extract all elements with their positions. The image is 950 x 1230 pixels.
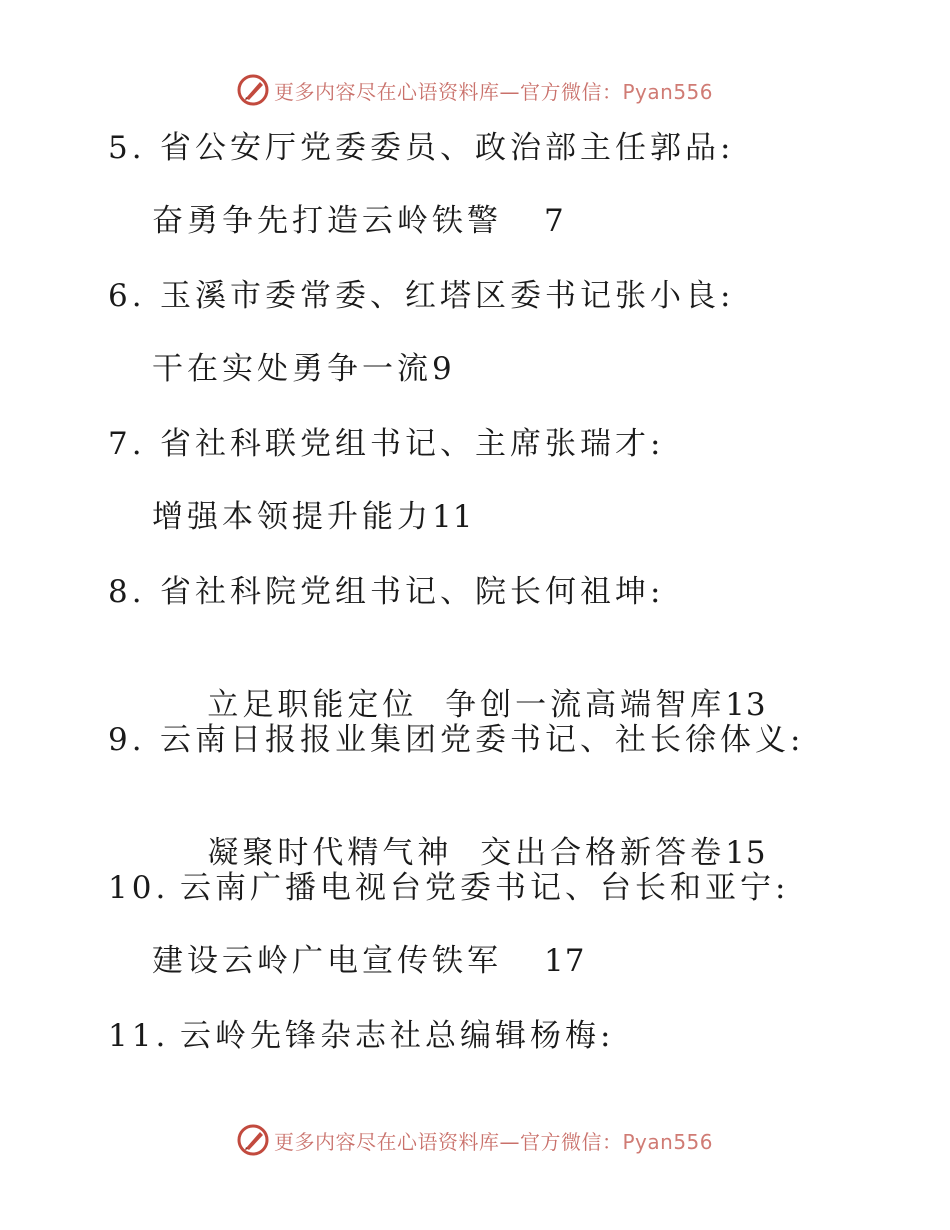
toc-entry-title: 奋勇争先打造云岭铁警 [152, 203, 502, 239]
toc-entry-title-line [152, 497, 473, 537]
toc-entry-page: 17 [544, 943, 586, 979]
toc-entry-heading-text: 省公安厅党委委员、政治部主任郭品: [160, 130, 735, 166]
toc-entry-heading-text: 云南广播电视台党委书记、台长和亚宁: [180, 870, 790, 906]
toc-entry-page: 13 [725, 687, 767, 723]
toc-entry-page: 7 [544, 203, 565, 239]
toc-entry-heading-text: 云岭先锋杂志社总编辑杨梅: [180, 1018, 615, 1054]
toc-entry-heading [108, 424, 664, 464]
toc-entry-title: 增强本领提升能力 [152, 499, 432, 535]
toc-entry-heading [108, 276, 734, 316]
toc-entry-heading-text: 云南日报报业集团党委书记、社长徐体义: [160, 722, 805, 758]
toc-entry-number: 5. [108, 130, 146, 166]
toc-entry-title-line [152, 201, 565, 241]
toc-entry-number: 11. [108, 1018, 170, 1054]
toc-entry-title: 建设云岭广电宣传铁军 [152, 943, 502, 979]
watermark-wechat-id: Pyan556 [622, 1129, 714, 1154]
watermark-text: 更多内容尽在心语资料库—官方微信：Pyan556 [274, 79, 714, 104]
toc-entry-heading [108, 720, 804, 760]
toc-entry-title-line [152, 349, 453, 389]
watermark-footer [236, 1122, 713, 1158]
watermark-wechat-id: Pyan556 [622, 79, 714, 104]
toc-entry-title-line [152, 941, 585, 981]
toc-entry-number: 7. [108, 426, 146, 462]
toc-entry-number: 10. [108, 870, 170, 906]
toc-entry-number: 6. [108, 278, 146, 314]
toc-entry-number: 9. [108, 722, 146, 758]
toc-entry-heading-text: 省社科院党组书记、院长何祖坤: [160, 574, 665, 610]
toc-entry-title: 干在实处勇争一流 [152, 351, 432, 387]
toc-entry-heading-text: 省社科联党组书记、主席张瑞才: [160, 426, 665, 462]
toc-entry-number: 8. [108, 574, 146, 610]
toc-entry-page: 15 [725, 835, 767, 871]
toc-entry-heading [108, 572, 664, 612]
quill-pen-seal-icon [236, 1123, 270, 1157]
toc-entry-heading-text: 玉溪市委常委、红塔区委书记张小良: [160, 278, 735, 314]
toc-entry-title: 立足职能定位 争创一流高端智库 [207, 687, 726, 723]
toc-entry-heading [108, 1016, 614, 1056]
toc-entry-heading [108, 868, 789, 908]
toc-entry-page: 9 [432, 351, 453, 387]
watermark-text: 更多内容尽在心语资料库—官方微信：Pyan556 [274, 1129, 714, 1154]
toc-entry-heading [108, 128, 734, 168]
toc-entry-page: 11 [432, 499, 474, 535]
toc-entry-title: 凝聚时代精气神 交出合格新答卷 [207, 835, 726, 871]
